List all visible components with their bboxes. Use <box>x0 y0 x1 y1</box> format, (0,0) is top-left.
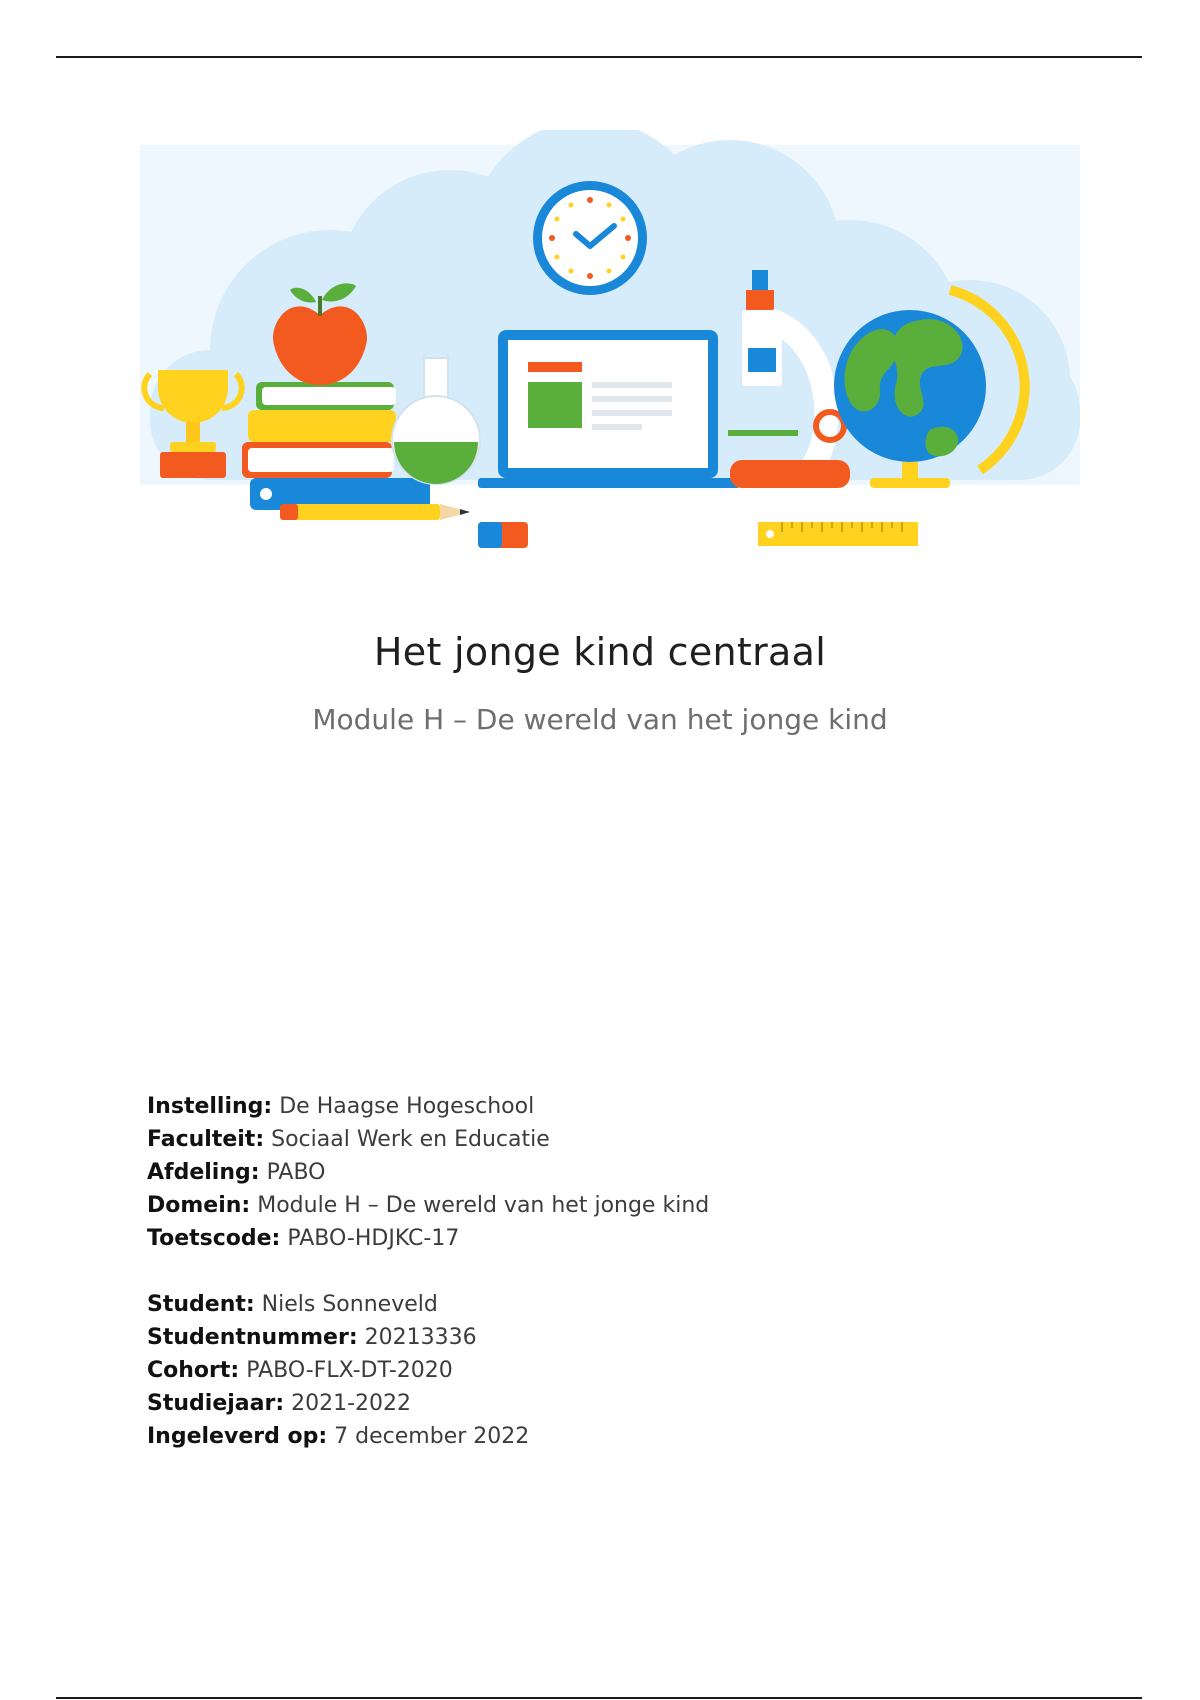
meta-value: Module H – De wereld van het jonge kind <box>257 1193 710 1218</box>
meta-row-studiejaar <box>147 1387 1047 1420</box>
meta-value: De Haagse Hogeschool <box>279 1094 535 1119</box>
meta-label: Studiejaar: <box>147 1391 285 1416</box>
meta-value: 2021-2022 <box>291 1391 412 1416</box>
meta-label: Cohort: <box>147 1358 240 1383</box>
bottom-rule <box>56 1697 1142 1699</box>
meta-row-ingeleverd <box>147 1420 1047 1453</box>
meta-row-student <box>147 1288 1047 1321</box>
meta-row-toetscode <box>147 1222 1047 1255</box>
meta-row-faculteit <box>147 1123 1047 1156</box>
meta-label: Studentnummer: <box>147 1325 358 1350</box>
meta-label: Instelling: <box>147 1094 273 1119</box>
meta-label: Domein: <box>147 1193 251 1218</box>
meta-value: 7 december 2022 <box>334 1424 530 1449</box>
meta-row-domein <box>147 1189 1047 1222</box>
laptop-icon <box>478 330 740 488</box>
meta-value: 20213336 <box>364 1325 477 1350</box>
pencil-icon <box>280 504 470 520</box>
document-subtitle: Module H – De wereld van het jonge kind <box>312 703 888 736</box>
document-metadata <box>147 1090 1047 1453</box>
meta-label: Ingeleverd op: <box>147 1424 328 1449</box>
meta-value: PABO-HDJKC-17 <box>287 1226 460 1251</box>
cover-illustration <box>130 130 1090 560</box>
meta-value: Niels Sonneveld <box>261 1292 438 1317</box>
document-title: Het jonge kind centraal <box>373 630 827 674</box>
eraser-icon <box>478 522 528 548</box>
meta-label: Student: <box>147 1292 255 1317</box>
meta-row-studentnummer <box>147 1321 1047 1354</box>
meta-label: Afdeling: <box>147 1160 260 1185</box>
clock-icon <box>533 181 647 295</box>
meta-value: Sociaal Werk en Educatie <box>271 1127 550 1152</box>
meta-row-cohort <box>147 1354 1047 1387</box>
meta-row-instelling <box>147 1090 1047 1123</box>
ruler-icon <box>758 522 918 546</box>
meta-label: Faculteit: <box>147 1127 265 1152</box>
top-rule <box>56 56 1142 58</box>
meta-spacer <box>147 1255 1047 1288</box>
meta-row-afdeling <box>147 1156 1047 1189</box>
meta-value: PABO-FLX-DT-2020 <box>246 1358 453 1383</box>
meta-label: Toetscode: <box>147 1226 281 1251</box>
meta-value: PABO <box>266 1160 326 1185</box>
